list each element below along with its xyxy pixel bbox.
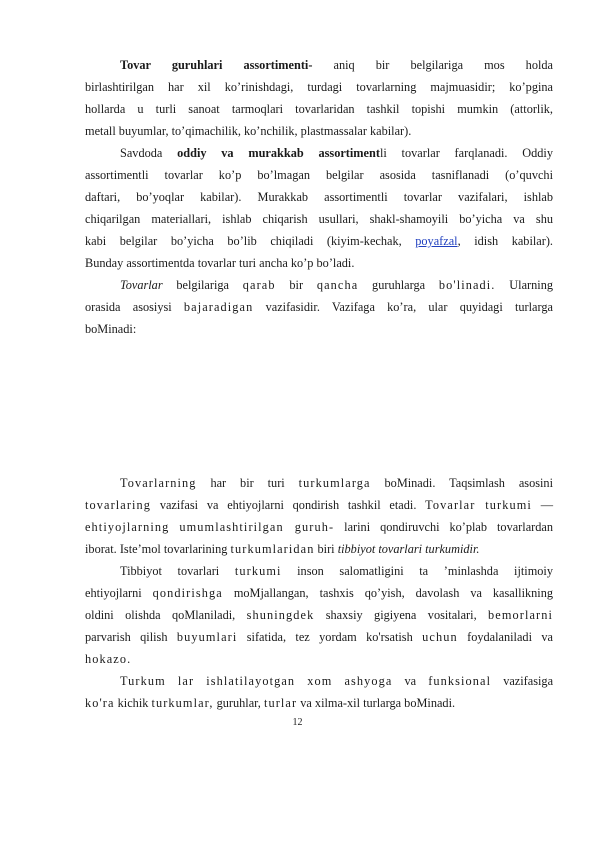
term-tovar-guruhlari: Tovar guruhlari assortimenti- xyxy=(120,58,313,72)
p1-line1: Tovar guruhlari assortimenti- aniq bir belgilariga mos holda xyxy=(120,58,553,72)
p4-line1: Tovarlarning har bir turi turkumlarga boMinadi. Taqsimlash asosini xyxy=(120,476,553,490)
p6-line2: ko'ra kichik turkumlar, guruhlar, turlar va xilma-xil turlarga boMinadi. xyxy=(85,696,456,710)
p3-line3: boMinadi: xyxy=(85,322,137,336)
p2-line2: assortimentli tovarlar ko’p bo’lmagan belgilar asosida tasniflanadi (o’quvchi xyxy=(85,168,553,182)
p1-line2: birlashtirilgan har xil ko’rinishdagi, turdagi tovarlarning majmuasidir; ko’pgina xyxy=(85,80,553,94)
p5-line3: oldini olishda qoMlaniladi, shuningdek shaxsiy gigiyena vositalari, bemorlarni xyxy=(85,608,553,622)
p6-line1: Turkum lar ishlatilayotgan xom ashyoga va funksional vazifasiga xyxy=(120,674,554,688)
p1-line4: metall buyumlar, to’qimachilik, ko’nchilik, plastmassalar kabilar). xyxy=(85,124,412,138)
p5-line2: ehtiyojlarni qondirishga moMjallangan, tashxis qo’yish, davolash va kasallikning xyxy=(85,586,554,600)
p5-line5: hokazo. xyxy=(85,652,132,666)
p4-line3: ehtiyojlarning umumlashtirilgan guruh- larini qondiruvchi ko’plab tovarlardan xyxy=(85,520,553,534)
p5-line4: parvarish qilish buyumlari sifatida, tez yordam ko'rsatish uchun foydalaniladi va xyxy=(85,630,553,644)
p2-line3: daftari, bo’yoqlar kabilar). Murakkab assortimentli tovarlar vazifalari, ishlab xyxy=(85,190,553,204)
p4-line4: iborat. Iste’mol tovarlarining turkumlaridan biri tibbiyot tovarlari turkumidir. xyxy=(85,542,480,556)
p3-line1: Tovarlar belgilariga qarab bir qancha guruhlarga bo'linadi. Ularning xyxy=(120,278,553,292)
poyafzal-link[interactable]: poyafzal xyxy=(415,234,458,248)
p1-line3: hollarda u turli sanoat tarmoqlari tovarlaridan tashkil topishi mumkin (attorlik, xyxy=(85,102,553,116)
p2-line1: Savdoda oddiy va murakkab assortimentli tovarlar farqlanadi. Oddiy xyxy=(120,146,553,160)
page-number: 12 xyxy=(292,717,303,728)
p2-line5: kabi belgilar bo’yicha bo’lib chiqiladi (kiyim-kechak, poyafzal, idish kabilar). xyxy=(85,234,553,248)
term-oddiy-murakkab: oddiy va murakkab assortiment xyxy=(177,146,380,160)
p3-line2: orasida asosiysi bajaradigan vazifasidir. Vazifaga ko’ra, ular quyidagi turlarga xyxy=(85,300,553,314)
p2-line6: Bunday assortimentda tovarlar turi ancha ko’p bo’ladi. xyxy=(85,256,355,270)
p2-line4: chiqarilgan materiallari, ishlab chiqarish usullari, shakl-shamoyili bo’yicha va shu xyxy=(85,212,553,226)
p4-line2: tovarlaring vazifasi va ehtiyojlarni qondirish tashkil etadi. Tovarlar turkumi — xyxy=(85,498,553,512)
p5-line1: Tibbiyot tovarlari turkumi inson salomatligini ta ’minlashda ijtimoiy xyxy=(120,564,553,578)
